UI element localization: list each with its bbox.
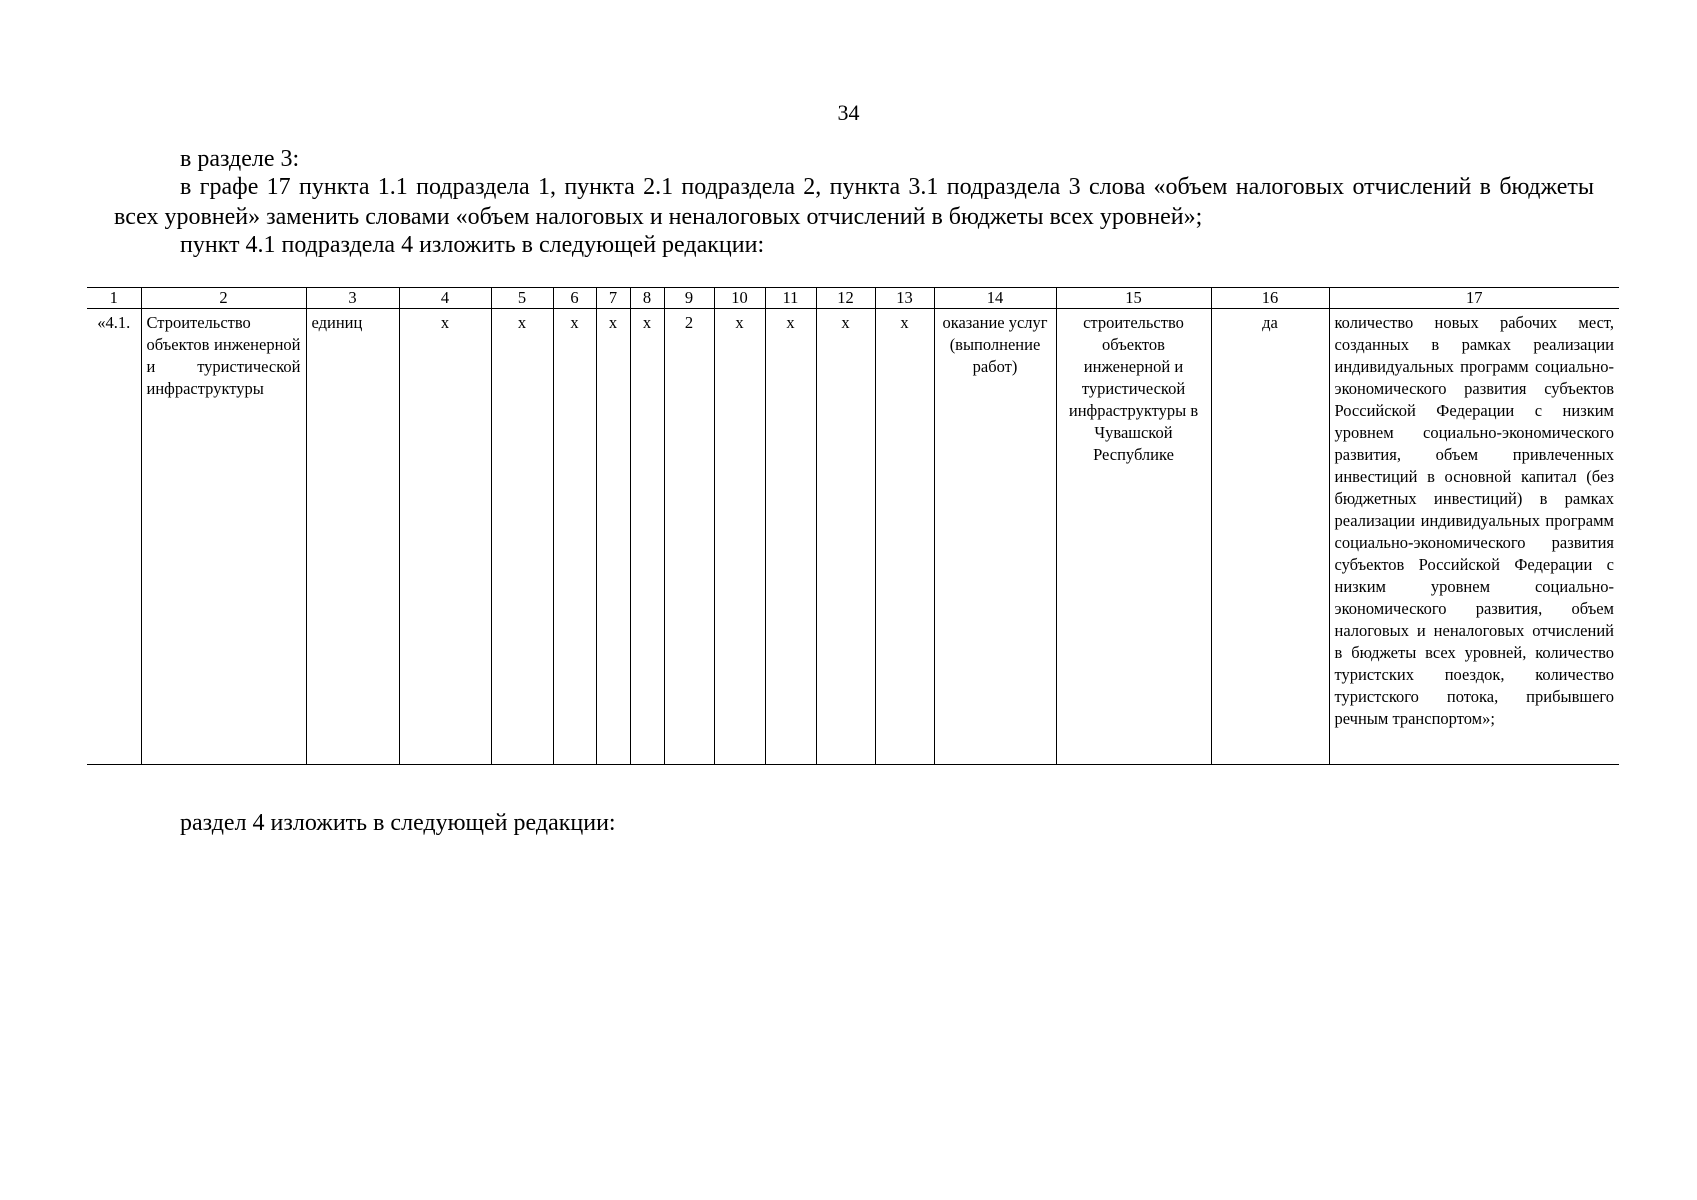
cell-col-9: 2 [664, 309, 714, 765]
cell-col-12: х [816, 309, 875, 765]
table-header-row [87, 288, 1619, 309]
cell-activity-type: оказание услуг (выполнение работ) [934, 309, 1056, 765]
column-header: 5 [491, 288, 553, 309]
column-header: 16 [1211, 288, 1329, 309]
cell-col-6: х [553, 309, 596, 765]
cell-col-13: х [875, 309, 934, 765]
column-header: 17 [1329, 288, 1619, 309]
column-header: 13 [875, 288, 934, 309]
cell-col-8: х [630, 309, 664, 765]
cell-col-7: х [596, 309, 630, 765]
cell-col-4: х [399, 309, 491, 765]
column-header: 10 [714, 288, 765, 309]
table-row [87, 309, 1619, 765]
cell-name: Строительство объектов инженерной и туристической инфраструктуры [141, 309, 306, 765]
paragraph-section-3-intro: в разделе 3: [180, 146, 300, 172]
column-header: 14 [934, 288, 1056, 309]
column-header: 8 [630, 288, 664, 309]
cell-col-10: х [714, 309, 765, 765]
column-header: 2 [141, 288, 306, 309]
paragraph-section-4-intro: раздел 4 изложить в следующей редакции: [180, 810, 616, 836]
cell-flag: да [1211, 309, 1329, 765]
column-header: 9 [664, 288, 714, 309]
column-header: 15 [1056, 288, 1211, 309]
column-header: 7 [596, 288, 630, 309]
cell-description: строительство объектов инженерной и туристической инфраструктуры в Чувашской Республике [1056, 309, 1211, 765]
cell-col-11: х [765, 309, 816, 765]
column-header: 1 [87, 288, 141, 309]
paragraph-item-4-1-intro: пункт 4.1 подраздела 4 изложить в следующей редакции: [180, 232, 765, 258]
cell-unit: единиц [306, 309, 399, 765]
column-header: 6 [553, 288, 596, 309]
cell-col-5: х [491, 309, 553, 765]
column-header: 11 [765, 288, 816, 309]
column-header: 4 [399, 288, 491, 309]
page-number: 34 [837, 100, 860, 125]
amendment-table [87, 287, 1619, 765]
cell-item-number: «4.1. [87, 309, 141, 765]
column-header: 3 [306, 288, 399, 309]
cell-indicators: количество новых рабочих мест, созданных в рамках реализации индивидуальных программ социально-экономического развития субъектов Российской Федерации с низким уровнем социально-экономического развития, объем привлеченных инвестиций в основной капитал (без бюджетных инвестиций) в рамках реализации индивидуальных программ социально-экономического развития субъектов Российской Федерации с низким уровнем социально-экономического развития, объем налоговых и неналоговых отчислений в бюджеты всех уровней, количество туристских поездок, количество туристского потока, прибывшего речным транспортом»; [1329, 309, 1619, 765]
column-header: 12 [816, 288, 875, 309]
paragraph-column-17-amendment: в графе 17 пункта 1.1 подраздела 1, пункта 2.1 подраздела 2, пункта 3.1 подраздела 3 слова «объем налоговых отчислений в бюджеты всех уровней» заменить словами «объем налоговых и неналоговых отчислений в бюджеты всех уровней»; [114, 174, 1594, 230]
